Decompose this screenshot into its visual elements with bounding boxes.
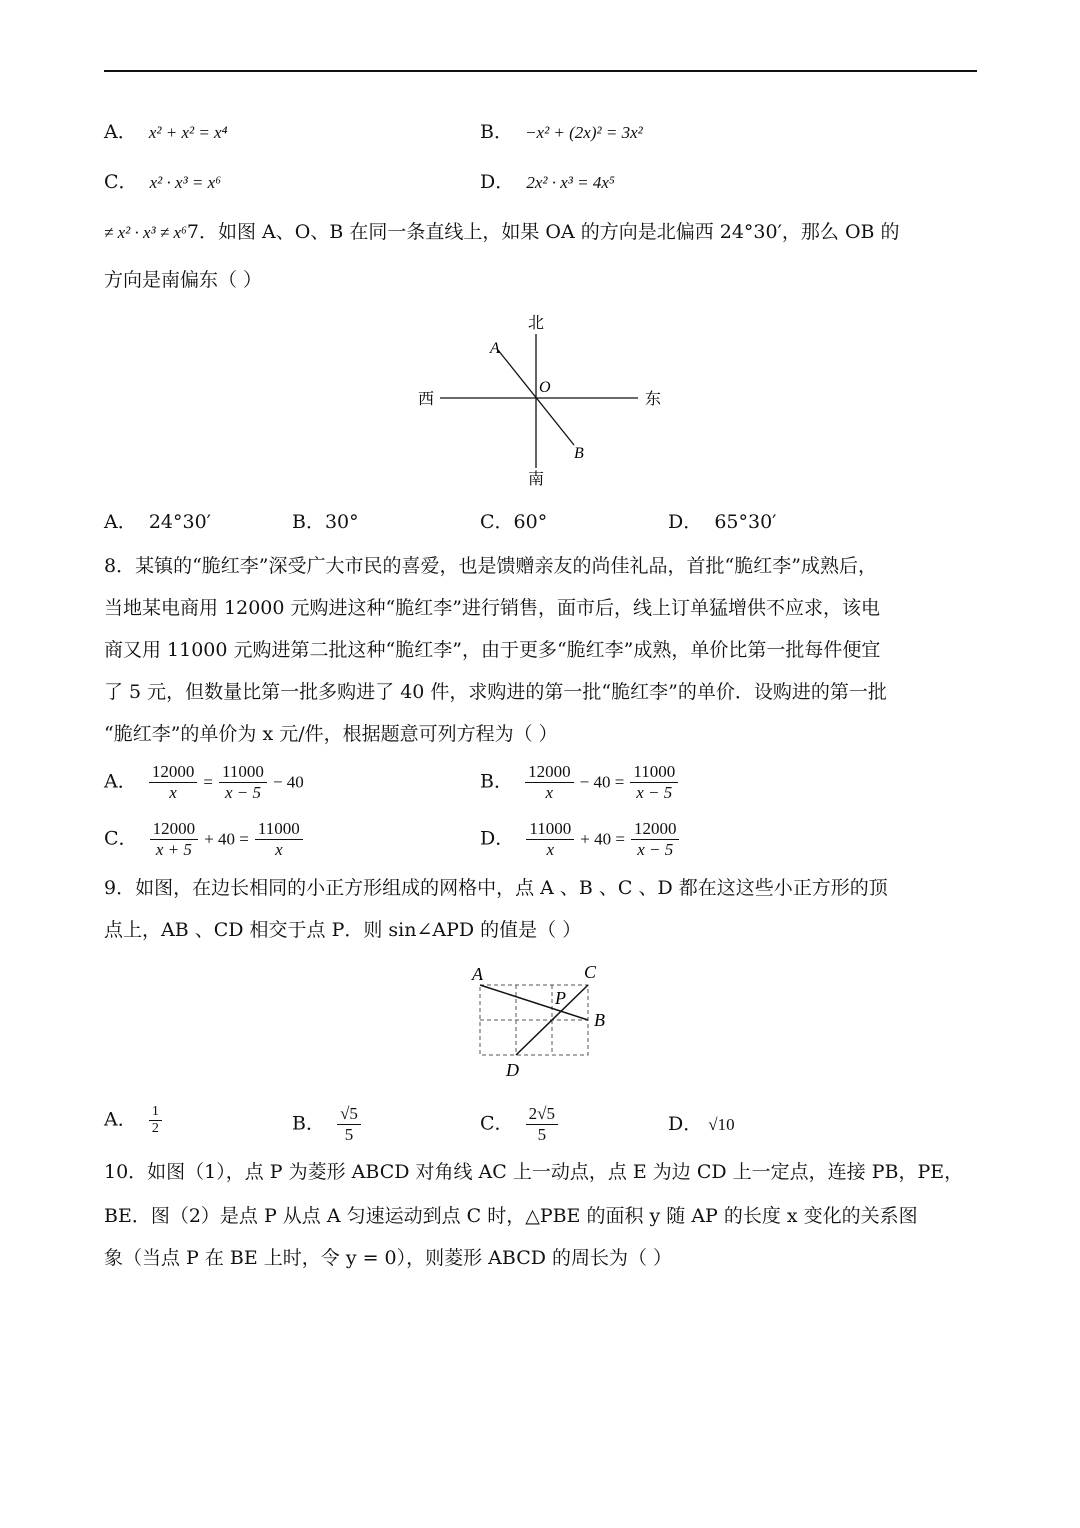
q10-stem-line2: BE．图（2）是点 P 从点 A 匀速运动到点 C 时，△PBE 的面积 y 随 AP 的长度 x 变化的关系图: [104, 1205, 918, 1227]
q7-compass-figure: [410, 308, 670, 488]
q9-stem-line1: 9．如图，在边长相同的小正方形组成的网格中，点 A 、B 、C 、D 都在这这些小正方形的顶: [104, 877, 888, 899]
grid-point-c-label: C: [584, 962, 597, 982]
q10-stem-line3: 象（当点 P 在 BE 上时，令 y = 0），则菱形 ABCD 的周长为（ ）: [104, 1247, 673, 1269]
q8-option-c: C． $\frac{12000}{x + 5}$ + 40 = $\frac{11000}{x}$: [104, 819, 303, 860]
header-rule: [104, 70, 977, 72]
q6-option-b: B． −x² + (2x)² = 3x²: [480, 121, 643, 143]
q8-option-b: B． $\frac{12000}{x}$ − 40 = $\frac{11000}{x - 5}$: [480, 762, 678, 803]
q8-option-d: D． $\frac{11000}{x}$ + 40 = $\frac{12000}{x - 5}$: [480, 819, 679, 860]
point-b-label: B: [574, 445, 584, 462]
east-label: 东: [644, 391, 662, 408]
grid-point-a-label: A: [472, 964, 483, 984]
south-label: 南: [527, 471, 545, 488]
q7-option-c: C．60°: [480, 511, 548, 533]
q7-option-d: D． 65°30′: [668, 511, 777, 533]
q7-option-a: A． 24°30′: [104, 511, 211, 533]
grid-point-p-label: P: [555, 988, 566, 1008]
north-label: 北: [527, 315, 545, 332]
q8-stem-line1: 8．某镇的“脆红李”深受广大市民的喜爱，也是馈赠亲友的尚佳礼品，首批“脆红李”成熟后，: [104, 555, 877, 577]
q8-stem-line2: 当地某电商用 12000 元购进这种“脆红李”进行销售，面市后，线上订单猛增供不应求，该电: [104, 597, 880, 619]
q9-grid-figure: [460, 958, 620, 1082]
q9-option-c: C． $\frac{2√5}{5}$: [480, 1104, 558, 1145]
q6-option-a: A． x² + x² = x⁴: [104, 121, 228, 143]
q8-option-a: A． $\frac{12000}{x}$ = $\frac{11000}{x - 5}$ − 40: [104, 762, 304, 802]
q8-stem-line3: 商又用 11000 元购进第二批这种“脆红李”，由于更多“脆红李”成熟，单价比第一批每件便宜: [104, 639, 881, 661]
q9-option-d: D． √10: [668, 1113, 735, 1135]
q7-option-b: B．30°: [292, 511, 359, 533]
q6-option-c: C． x² · x³ = x⁶: [104, 171, 222, 193]
west-label: 西: [417, 391, 435, 408]
grid-point-d-label: D: [506, 1060, 519, 1080]
q9-option-b: B． $\frac{√5}{5}$: [292, 1104, 361, 1145]
grid-point-b-label: B: [594, 1010, 605, 1030]
q8-stem-line5: “脆红李”的单价为 x 元/件，根据题意可列方程为（ ）: [104, 723, 558, 745]
q8-stem-line4: 了 5 元，但数量比第一批多购进了 40 件，求购进的第一批“脆红李”的单价．设购进的第一批: [104, 681, 887, 703]
q6-option-d: D． 2x² · x³ = 4x⁵: [480, 171, 615, 193]
q9-stem-line2: 点上，AB 、CD 相交于点 P．则 sin∠APD 的值是（ ）: [104, 919, 582, 941]
point-a-label: A: [490, 340, 500, 357]
q7-stem-line1: ≠ x² · x³ ≠ x⁶7．如图 A、O、B 在同一条直线上，如果 OA 的方向是北偏西 24°30′，那么 OB 的: [104, 221, 900, 243]
q7-stem-line2: 方向是南偏东（ ）: [104, 269, 263, 291]
point-o-label: O: [539, 379, 551, 396]
q9-option-a: A． $\frac{1}{2}$: [104, 1104, 162, 1137]
q10-stem-line1: 10．如图（1），点 P 为菱形 ABCD 对角线 AC 上一动点，点 E 为边 CD 上一定点，连接 PB，PE，: [104, 1161, 964, 1183]
